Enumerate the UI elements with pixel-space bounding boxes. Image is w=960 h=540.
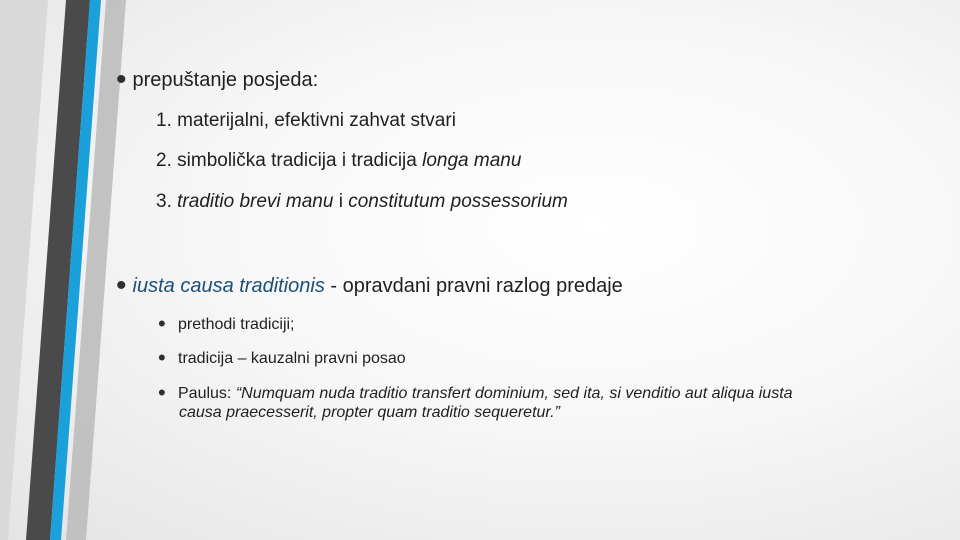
item-text: materijalni, efektivni zahvat stvari (177, 110, 456, 131)
bullet-icon (116, 266, 133, 300)
item-number: 3. (156, 191, 172, 212)
quote-continuation (179, 404, 560, 422)
bullet-iusta-causa (116, 266, 623, 300)
sub-bullet-2 (158, 343, 406, 369)
bullet2-term: iusta causa traditionis (132, 275, 325, 297)
list-item-1 (156, 110, 456, 132)
sub-text: prethodi tradiciji; (178, 316, 295, 333)
bullet-prepustanje (116, 60, 318, 94)
list-item-3 (156, 191, 568, 213)
item-number: 2. (156, 150, 172, 171)
sub-bullet-1 (158, 309, 295, 335)
sub-bullet-3 (158, 378, 793, 404)
item-text: simbolička tradicija i tradicija (177, 150, 423, 171)
quote-line-1: “Numquam nuda traditio transfert dominium, sed ita, si venditio aut aliqua iusta (235, 385, 793, 402)
quote-line-2: causa praecesserit, propter quam traditio sequeretur.” (179, 404, 560, 421)
bullet-icon (158, 378, 178, 404)
bullet1-text: prepuštanje posjeda: (132, 69, 319, 91)
bullet-icon (116, 60, 133, 94)
item-number: 1. (156, 110, 172, 131)
sub-text: tradicija – kauzalni pravni posao (178, 350, 406, 367)
item-italic: longa manu (422, 150, 522, 171)
bullet-icon (158, 343, 178, 369)
item-italic: traditio brevi manu (177, 191, 334, 212)
bullet2-rest: - opravdani pravni razlog predaje (324, 275, 623, 297)
item-italic2: constitutum possessorium (348, 191, 568, 212)
quote-prefix: Paulus: (178, 385, 236, 402)
list-item-2 (156, 150, 521, 172)
item-mid: i (333, 191, 349, 212)
bullet-icon (158, 309, 178, 335)
